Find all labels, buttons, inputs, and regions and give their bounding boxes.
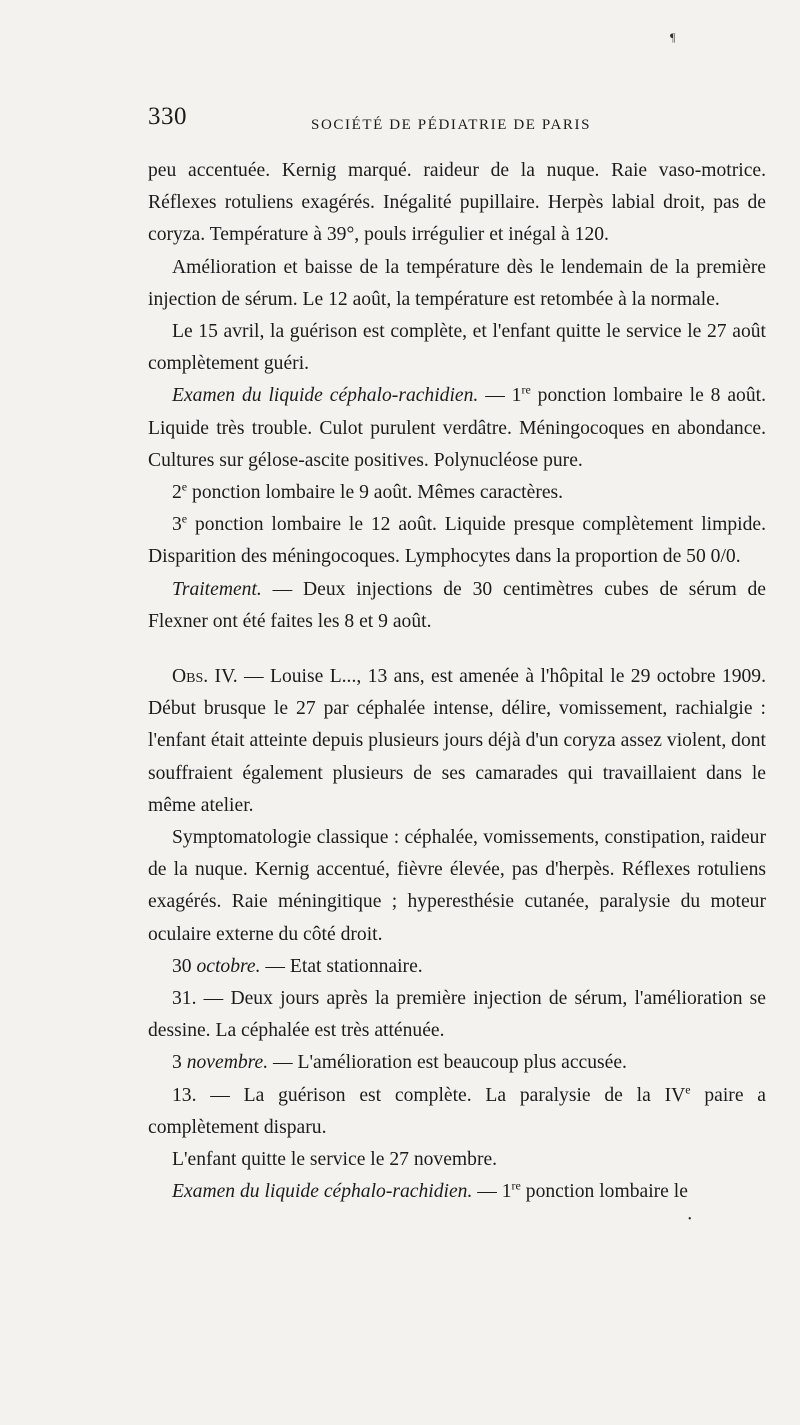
- paragraph: 3e ponction lombaire le 12 août. Liquide presque complètement limpide. Disparition des méningocoques. Lymphocytes dans la proportion de 50 0/0.: [148, 511, 766, 568]
- body-text: [148, 155, 766, 1209]
- observation-label: Obs. IV.: [172, 666, 238, 688]
- paragraph: L'enfant quitte le service le 27 novembre.: [172, 1149, 498, 1171]
- paragraph: 2e ponction lombaire le 9 août. Mêmes caractères.: [172, 479, 564, 504]
- section-label: Traitement.: [172, 578, 262, 600]
- page-header: [148, 103, 768, 143]
- paragraph: Traitement. — Deux injections de 30 centimètres cubes de sérum de Flexner ont été faites les 8 et 9 août.: [148, 578, 766, 632]
- paragraph: Examen du liquide céphalo-rachidien. — 1re ponction lombaire le 8 août. Liquide très trouble. Culot purulent verdâtre. Méningocoques en abondance. Cultures sur gélose-ascite positives. Polynucléose pure.: [148, 382, 766, 471]
- paragraph: 30 octobre. — Etat stationnaire.: [172, 955, 423, 977]
- paragraph: peu accentuée. Kernig marqué. raideur de la nuque. Raie vaso-motrice. Réflexes rotuliens exagérés. Inégalité pupillaire. Herpès labial droit, pas de coryza. Température à 39°, pouls irrégulier et inégal à 120.: [148, 160, 766, 246]
- paragraph: 3 novembre. — L'amélioration est beaucoup plus accusée.: [172, 1052, 627, 1074]
- paragraph: 13. — La guérison est complète. La paralysie de la IVe paire a complètement disparu.: [148, 1082, 767, 1138]
- paragraph: Le 15 avril, la guérison est complète, et l'enfant quitte le service le 27 août complètement guéri.: [148, 321, 766, 375]
- printer-mark: •: [688, 1214, 692, 1225]
- paragraph: Amélioration et baisse de la température dès le lendemain de la première injection de sérum. Le 12 août, la température est retombée à la normale.: [148, 256, 766, 310]
- date-label: novembre.: [186, 1052, 269, 1074]
- paragraph: Obs. IV. — Louise L..., 13 ans, est amenée à l'hôpital le 29 octobre 1909. Début brusque le 27 par céphalée intense, délire, vomissement, rachialgie : l'enfant était atteinte depuis plusieurs jours déjà d'un coryza assez violent, dont souffraient également plusieurs de ses camarades qui travaillaient dans le même atelier.: [148, 666, 766, 816]
- paragraph: 31. — Deux jours après la première injection de sérum, l'amélioration se dessine. La céphalée est très atténuée.: [148, 988, 766, 1042]
- section-label: Examen du liquide céphalo-rachidien.: [172, 385, 479, 407]
- page-number: 330: [148, 103, 187, 130]
- date-label: octobre.: [196, 955, 261, 977]
- running-head: SOCIÉTÉ DE PÉDIATRIE DE PARIS: [311, 117, 592, 133]
- section-label: Examen du liquide céphalo-rachidien.: [172, 1181, 473, 1203]
- paragraph: Symptomatologie classique : céphalée, vomissements, constipation, raideur de la nuque. Kernig accentué, fièvre élevée, pas d'herpès. Réflexes rotuliens exagérés. Raie méningitique ; hyperesthésie cutanée, paralysie du moteur oculaire externe du côté droit.: [148, 827, 766, 945]
- paragraph: Examen du liquide céphalo-rachidien. — 1re ponction lombaire le: [172, 1178, 688, 1203]
- printer-mark: ¶: [670, 30, 676, 44]
